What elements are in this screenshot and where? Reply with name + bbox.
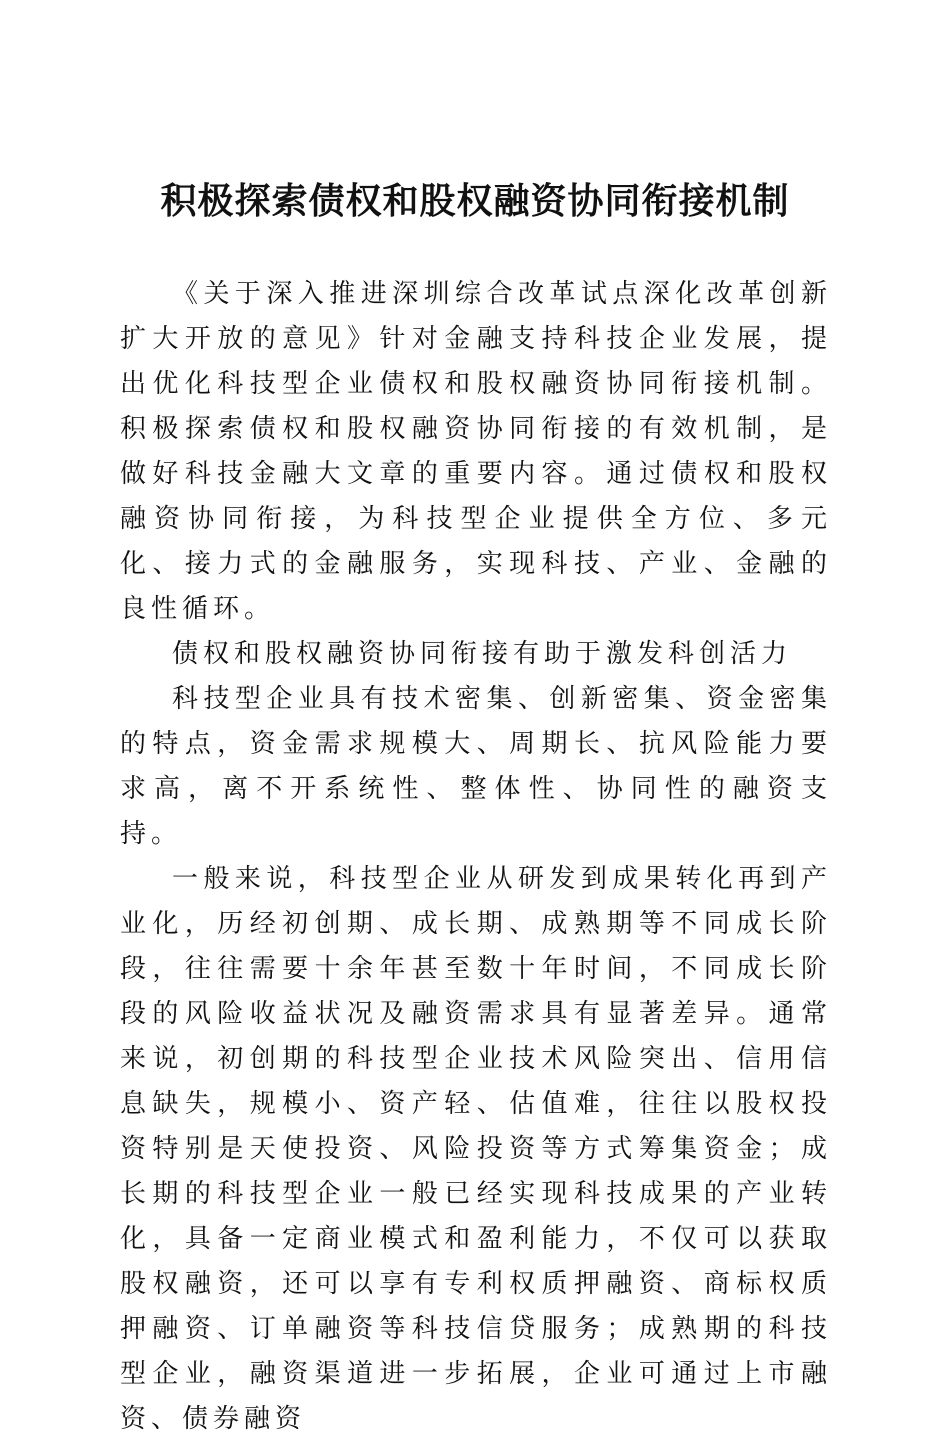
paragraph-features: 科技型企业具有技术密集、创新密集、资金密集的特点，资金需求规模大、周期长、抗风险能力要求高，离不开系统性、整体性、协同性的融资支持。 [120,684,832,849]
document-title: 积极探索债权和股权融资协同衔接机制 [160,180,790,222]
paragraph-intro: 《关于深入推进深圳综合改革试点深化改革创新扩大开放的意见》针对金融支持科技企业发展，提出优化科技型企业债权和股权融资协同衔接机制。积极探索债权和股权融资协同衔接的有效机制，是做好科技金融大文章的重要内容。通过债权和股权融资协同衔接，为科技型企业提供全方位、多元化、接力式的金融服务，实现科技、产业、金融的良性循环。 [120,279,832,624]
paragraph-stages: 一般来说，科技型企业从研发到成果转化再到产业化，历经初创期、成长期、成熟期等不同成长阶段，往往需要十余年甚至数十年时间，不同成长阶段的风险收益状况及融资需求具有显著差异。通常来说，初创期的科技型企业技术风险突出、信用信息缺失，规模小、资产轻、估值难，往往以股权投资特别是天使投资、风险投资等方式筹集资金；成长期的科技型企业一般已经实现科技成果的产业转化，具备一定商业模式和盈利能力，不仅可以获取股权融资，还可以享有专利权质押融资、商标权质押融资、订单融资等科技信贷服务；成熟期的科技型企业，融资渠道进一步拓展，企业可通过上市融资、债券融资 [120,864,832,1434]
section-heading: 债权和股权融资协同衔接有助于激发科创活力 [172,639,793,669]
document-body [120,272,832,1442]
